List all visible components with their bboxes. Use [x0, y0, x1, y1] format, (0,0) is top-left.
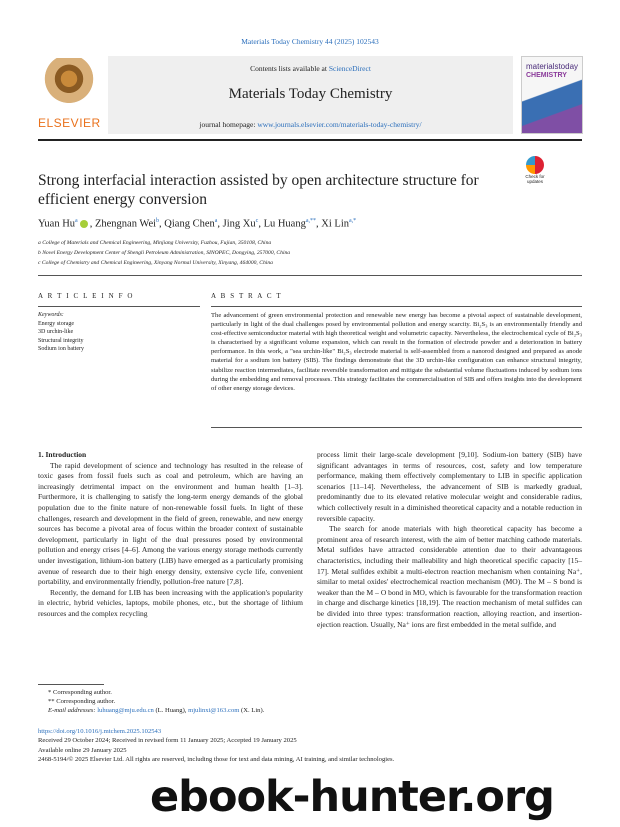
publisher-name: ELSEVIER — [38, 116, 101, 130]
author[interactable]: Xi Lin — [321, 218, 349, 230]
journal-title: Materials Today Chemistry — [228, 86, 393, 102]
cover-title: materialstoday — [526, 62, 579, 71]
watermark: ebook-hunter.org — [150, 772, 554, 822]
keyword: Sodium ion battery — [38, 346, 84, 352]
abstract-heading: A B S T R A C T — [211, 292, 283, 300]
homepage-link[interactable]: www.journals.elsevier.com/materials-today-chemistry/ — [257, 120, 422, 129]
body-column-right — [317, 450, 582, 630]
journal-homepage: journal homepage: www.journals.elsevier.com/materials-today-chemistry/ — [199, 120, 422, 129]
affiliations — [38, 238, 578, 268]
keyword: 3D urchin-like — [38, 329, 74, 335]
author[interactable]: Lu Huang — [263, 218, 306, 230]
author[interactable]: Yuan Hu — [38, 218, 76, 230]
email-link[interactable]: luhuang@mju.edu.cn — [97, 707, 154, 715]
sciencedirect-link[interactable]: ScienceDirect — [328, 64, 371, 73]
available-date: Available online 29 January 2025 — [38, 746, 127, 754]
elsevier-logo — [38, 56, 100, 134]
paragraph: Recently, the demand for LIB has been increasing with the application's popularity in electric, hybrid vehicles, laptops, mobile phones, etc., but the shortage of lithium resources and the complex recycling — [38, 587, 303, 618]
check-for-updates-button[interactable] — [520, 156, 550, 186]
author-list: Yuan Hu$^a$ , Zhengnan Wei$^b$, Qiang Chen$^a$, Jing Xu$^c$, Lu Huang$^{a,**}$, Xi Lin$^{a,*}$ — [38, 218, 357, 230]
orcid-icon[interactable] — [80, 220, 88, 228]
publication-info — [38, 727, 582, 764]
check-updates-icon — [526, 156, 544, 174]
abstract-text: The advancement of green environmental protection and renewable new energy has become a pivotal aspect of sustainable development, particularly in light of the dual challenges posed by environmental pollution and energy scarcity. Bi₂S₃ is an environmentally friendly and cost-effective semiconductor material with high theoretical weight and volumetric capacity. Nevertheless, the electrochemical cycle of Bi₂S₃ is characterised by a significant volume expansion, which can result in the formation of electrode powder and a deterioration in battery performance. In this work, a "sea urchin-like" Bi₂S₃ electrode material is self-assembled from a nanorod designed and prepared as anode material for a sodium ion battery (SIB). The findings demonstrate that the 3D urchin-like configuration can enhance structural integrity, stabilize reaction intermediates, facilitate reversible transformation and mitigate the substantial volume fluctuations induced by sodium ions during the embedding and removal processes. This strategy facilitates the commercialisation of SIB and offers insights into the development of other energy storage devices. — [211, 312, 582, 392]
article-info-heading: A R T I C L E I N F O — [38, 292, 135, 300]
email-link[interactable]: mjulinxi@163.com — [188, 707, 240, 715]
journal-masthead — [108, 56, 513, 134]
footnote-rule — [38, 684, 104, 685]
affiliation: a College of Materials and Chemical Engineering, Minjiang University, Fuzhou, Fujian, 350108, China — [38, 240, 272, 246]
journal-cover-image — [521, 56, 583, 134]
affiliation: c College of Chemistry and Chemical Engineering, Xinyang Normal University, Xinyang, 464000, China — [38, 260, 273, 266]
corresponding-author-note: * Corresponding author. — [48, 689, 112, 696]
corresponding-author-note: ** Corresponding author. — [48, 698, 116, 706]
elsevier-tree-icon — [44, 58, 94, 110]
check-updates-label: Check for updates — [525, 174, 545, 184]
paragraph: The rapid development of science and technology has resulted in the release of toxic gases from fossil fuels such as coal and petroleum, which are having an increasingly detrimental impact on the environment and human health [1–3]. Furthermore, it is challenging to satisfy the long-term energy demands of the global population due to the finite nature of non-renewable fossil fuels. In light of these challenges, research and development in the field of green, renewable, and new energy sources has become a pivotal area of focus within the broader context of sustainable development, particularly in light of the dual pressures posed by environmental pollution and energy crises [4–6]. Among the various energy storage methods currently under investigation, lithium-ion battery (LIB) have emerged as a particularly promising avenue of research due to their high energy density, extensive cycle life, convenient portability, and environmentally friendly, pollution-free nature [7,8]. — [38, 460, 303, 587]
paper-title: Strong interfacial interaction assisted by open architecture structure for efficient energy conversion — [38, 172, 479, 208]
affiliation: b Novel Energy Development Center of Shengli Petroleum Administration, SINOPEC, Dongying, 257000, China — [38, 250, 291, 256]
doi-link[interactable]: https://doi.org/10.1016/j.mtchem.2025.102543 — [38, 728, 162, 735]
keywords-label: Keywords: — [38, 312, 64, 318]
contents-line: Contents lists available at ScienceDirect — [250, 64, 371, 73]
journal-reference[interactable]: Materials Today Chemistry 44 (2025) 102543 — [241, 37, 379, 46]
copyright: 2468-5194/© 2025 Elsevier Ltd. All rights are reserved, including those for text and data mining, AI training, and similar technologies. — [38, 755, 395, 763]
email-addresses: E-mail addresses: luhuang@mju.edu.cn (L. Huang), mjulinxi@163.com (X. Lin). — [48, 707, 265, 715]
author[interactable]: Zhengnan Wei — [94, 218, 157, 230]
body-column-left — [38, 450, 303, 620]
keyword: Structural integrity — [38, 337, 84, 344]
paragraph: process limit their large-scale development [9,10]. Sodium-ion battery (SIB) have significant advantages in terms of resources, cost, safety and low temperature performance, making them effectively complementary to LIB in specific application scenarios [11–14]. Nevertheless, the advancement of SIB is markedly gradual, predominantly due to its elevated relative molecular weight and considerable radius, which collectively result in a diminished theoretical capacity and a notable reduction in reversible capacity. — [317, 450, 582, 523]
header-divider — [38, 275, 582, 276]
article-info-rule — [38, 306, 200, 307]
cover-subtitle: CHEMISTRY — [526, 72, 567, 79]
received-dates: Received 29 October 2024; Received in revised form 11 January 2025; Accepted 19 January 2025 — [38, 737, 297, 745]
keywords-block — [38, 311, 200, 354]
masthead-rule — [38, 139, 582, 141]
keyword: Energy storage — [38, 320, 75, 327]
author[interactable]: Jing Xu — [222, 218, 256, 230]
footnotes — [40, 688, 580, 716]
abstract-bottom-rule — [211, 427, 582, 428]
abstract-rule — [211, 306, 582, 307]
paragraph: The search for anode materials with high theoretical capacity has become a prominent area of research interest, with the aim of better matching cathode materials. Metal sulfides have attracted considerable attention due to their advantageous characteristics, including their malleability and high theoretical specific capacity [15–17]. Metal sulfides exhibit a multi-electron reaction mechanism when containing Na⁺, similar to metal oxides' electrochemical reaction mechanism (MO). The M – S bond is weaker than the M – O bond in MO, which is favourable for the transformation reaction in charge and discharge kinetics [18,19]. The reaction mechanism of metal sulfides can be divided into three types: transformation reaction, alloying reaction, and insertion-ejection reaction. Usually, Na⁺ ions are first embedded in the metal sulfide, and — [317, 524, 582, 629]
author[interactable]: Qiang Chen — [164, 218, 215, 230]
section-heading: 1. Introduction — [38, 450, 87, 459]
